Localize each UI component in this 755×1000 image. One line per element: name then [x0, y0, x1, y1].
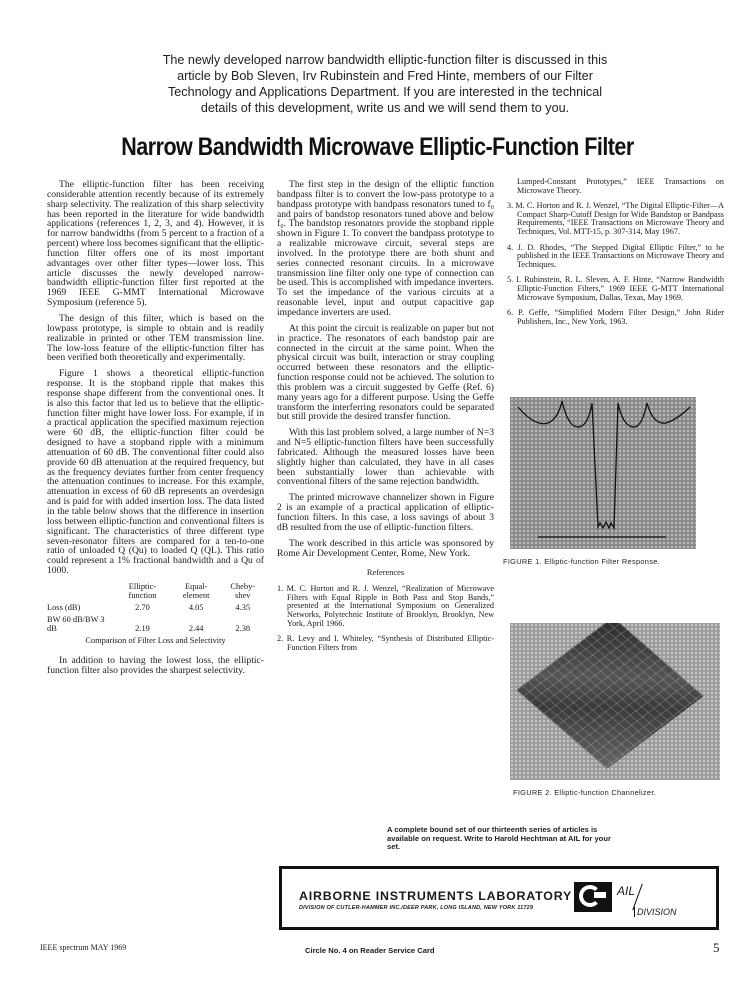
reference-item: 2. R. Levy and I. Whiteley, “Synthesis of Distributed Elliptic-Function Filters from	[277, 634, 494, 652]
figure-2-channelizer-photo	[510, 623, 720, 780]
footer-publication: IEEE spectrum MAY 1969	[40, 943, 127, 952]
reference-item: 4. J. D. Rhodes, “The Stepped Digital Elliptic Filter,” to be published in the IEEE Transactions on Microwave Theory and Techniques.	[507, 242, 724, 269]
paragraph: The design of this filter, which is based on the lowpass prototype, is simple to obtain and is readily realizable in printed or other TEM transmission line. The low-loss feature of the elliptic-function filter has been verified both theoretically and experimentally.	[47, 312, 264, 364]
column-3	[507, 178, 724, 333]
paragraph: The elliptic-function filter has been receiving considerable attention recently because of its extremely sharp selectivity. The realization of this sharp selectivity has been reported in the literature for wide bandwidth applications (references 1, 2, 3, and 4). However, it is for narrow bandwidths (from 5 percent to a fraction of a percent) where loss becomes significant that the elliptic-function filter offers one of its most important advantages over other filter types—lower loss. This article discusses the newly developed narrow-bandwidth elliptic-function filter first reported at the 1969 IEEE G-MMT International Microwave Symposium (reference 5).	[47, 179, 264, 309]
channelizer-board	[516, 623, 704, 769]
bound-set-note: A complete bound set of our thirteenth series of articles is available on request. Write to Harold Hechtman at AIL for your set.	[387, 825, 611, 851]
figure-1-caption: FIGURE 1. Elliptic-function Filter Response.	[503, 557, 660, 566]
table-cell: 2.44	[188, 623, 204, 633]
figure-2-caption: FIGURE 2. Elliptic-function Channelizer.	[513, 788, 657, 797]
reference-item: 1. M. C. Horton and R. J. Wenzel, “Realization of Microwave Filters with Equal Ripple in Both Pass and Stop Bands,” presented at the International Symposium on Generalized Networks, Polytechnic Institute of Brooklyn, Brooklyn, New York, April 1966.	[277, 584, 494, 628]
table-cell: 2.70	[135, 602, 150, 612]
figure-1-response-plot	[510, 397, 696, 549]
column-2	[277, 180, 494, 659]
reference-item: 6. P. Geffe, “Simplified Modern Filter Design,” John Rider Publishers, Inc., New York, 1963.	[507, 308, 724, 326]
table-cell: Loss (dB)	[47, 602, 81, 612]
table-cell: BW 60 dB/BW 3 dB	[47, 614, 105, 633]
company-name: AIRBORNE INSTRUMENTS LABORATORY	[299, 889, 573, 903]
table-row	[47, 615, 264, 636]
reference-item: 5. I. Rubinstein, R. L. Sleven, A. F. Hinte, “Narrow Bandwidth Elliptic-Function Filters,” 1969 IEEE G-MTT International Microwave Symposium, Dallas, Texas, May 1969.	[507, 275, 724, 302]
ail-advertisement	[279, 866, 719, 930]
article-title: Narrow Bandwidth Microwave Elliptic-Function Filter	[121, 133, 634, 161]
table-cell: 4.05	[188, 602, 204, 612]
reference-continuation: Lumped-Constant Prototypes,” IEEE Transactions on Microwave Theory.	[517, 177, 724, 195]
table-header	[47, 582, 114, 603]
table-header: Cheby-shev	[230, 581, 256, 600]
paragraph: Figure 1 shows a theoretical elliptic-function response. It is the stopband ripple that makes this response shape different from the conventional ones. It is also this factor that led us to believe that the elliptic-function filter might have lower loss. For example, if in a practical application the specified maximum rejection were 60 dB, the elliptic-function filter could be designed to have a stopband ripple with a minimum attenuation of 60 dB. The conventional filter could also provide 60 dB attenuation at the required frequency, but as the frequency deviates further from center frequency the attenuation continues to increase. For this example, attenuation in excess of 60 dB represents an overdesign and is paid for with added insertion loss. The data listed in the table below shows that the difference in insertion loss between elliptic-function and conventional filters is significant. The characteristics of three different type seven-resonator filters are compared for a ten-to-one ratio of unloaded Q (Qu) to loaded Q (QL). This ratio could represent a 1% fractional bandwidth and a Qu of 1000.	[47, 368, 264, 577]
footer-reader-service: Circle No. 4 on Reader Service Card	[305, 946, 435, 955]
intro-paragraph: The newly developed narrow bandwidth elliptic-function filter is discussed in this article by Bob Sleven, Irv Rubinstein and Fred Hinte, members of our Filter Technology and Applications Department. If you are interested in the technical details of this development, write us and we will send them to you.	[162, 53, 608, 115]
company-address: DIVISION OF CUTLER-HAMMER INC./DEER PARK, LONG ISLAND, NEW YORK 11729	[299, 905, 534, 911]
table-cell: 4.35	[235, 602, 251, 612]
ail-logo-text: AIL	[617, 884, 636, 898]
table-cell: 2.38	[235, 623, 251, 633]
paragraph: In addition to having the lowest loss, the elliptic-function filter also provides the sharpest selectivity.	[47, 654, 264, 676]
table-header-row	[47, 582, 264, 603]
division-label: DIVISION	[634, 907, 677, 917]
table-header: Elliptic-function	[128, 581, 157, 600]
page-number: 5	[713, 940, 720, 955]
comparison-table	[47, 582, 264, 636]
paragraph: With this last problem solved, a large number of N=3 and N=5 elliptic-function filters have been successfully fabricated. Although the measured losses have been slightly higher than calculated, they have in all cases been substantially lower than achievable with conventional filters of the same rejection bandwidth.	[277, 427, 494, 488]
column-1	[47, 180, 264, 681]
table-cell: 2.19	[135, 623, 150, 633]
paragraph: At this point the circuit is realizable on paper but not in practice. The resonators of each bandstop pair are connected in the circuit at the same point. When the physical circuit was built, interaction or stray coupling occurred between these resonators and the elliptic-function response could not be achieved. The solution to this problem was a circuit suggested by Geffe (Ref. 6) many years ago for a different purpose. Using the Geffe transform the interferring resonators could be separated but still provide the desired transfer function.	[277, 322, 494, 423]
paragraph: The work described in this article was sponsored by Rome Air Development Center, Rome, New York.	[277, 537, 494, 559]
table-caption: Comparison of Filter Loss and Selectivity	[85, 635, 226, 645]
filter-response-curve	[510, 397, 696, 549]
table-row	[47, 603, 264, 615]
reference-item: 3. M. C. Horton and R. J. Wenzel, “The Digital Elliptic-Filter—A Compact Sharp-Cutoff Design for Wide Bandstop or Bandpass Requirements, “IEEE Transactions on Microwave Theory and Techniques, Vol. MTT-15, p. 307-314, May 1967.	[507, 201, 724, 236]
paragraph: The first step in the design of the elliptic function bandpass filter is to convert the low-pass prototype to a bandpass prototype with bandpass resonators tuned to f₀ and pairs of bandstop resonators tuned above and below f₀. The bandstop resonators provide the stopband ripple shown in Figure 1. To convert the bandpass prototype to a realizable microwave circuit, several steps are involved. In the prototype there are both shunt and series connected resonant circuits. In a microwave transmission line filter only one type of connection can be used. This is accomplished with impedance inverters. To set the impedance of the various circuits at a reasonable level, input and output capacitive gap impedance inverters are used.	[277, 179, 494, 318]
references-heading: References	[366, 568, 405, 578]
table-header: Equal-element	[182, 581, 210, 600]
cutler-hammer-logo-icon	[574, 882, 612, 912]
paragraph: The printed microwave channelizer shown in Figure 2 is an example of a practical application of elliptic-function filters. In this case, a loss savings of about 3 dB resulted from the use of elliptic-function filters.	[277, 492, 494, 533]
